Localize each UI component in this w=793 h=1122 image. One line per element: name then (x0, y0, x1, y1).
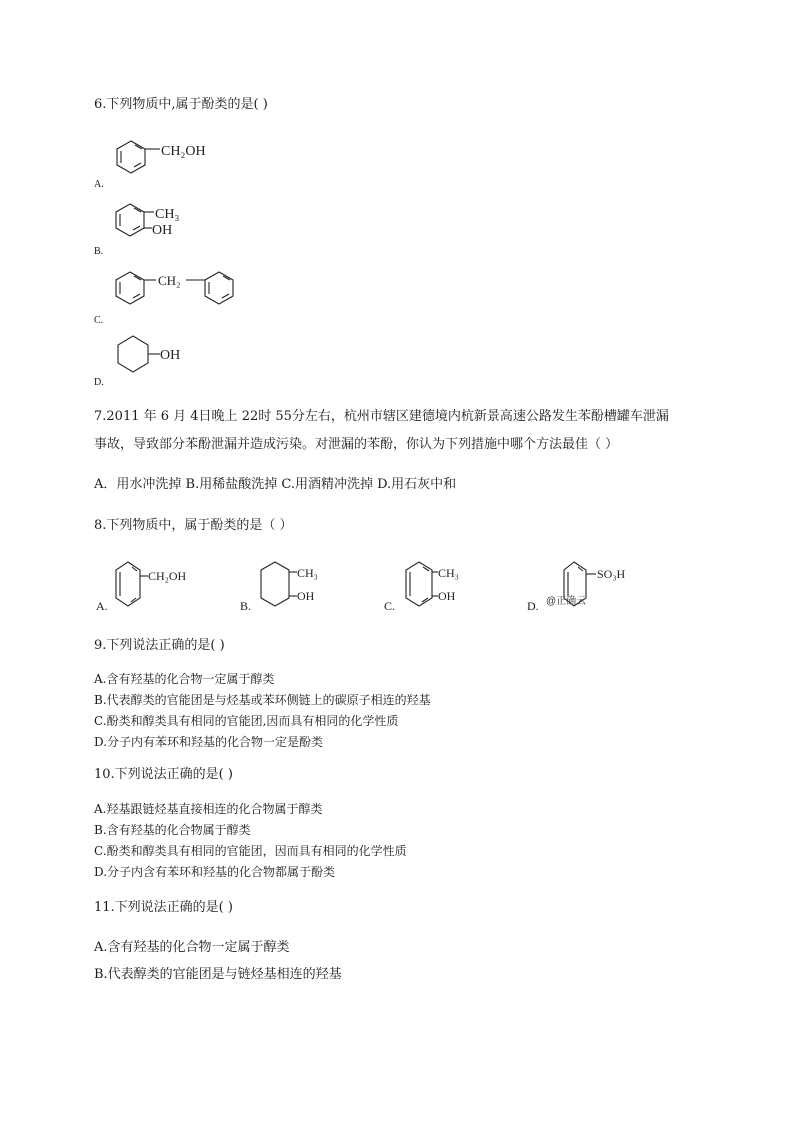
q10-option-b: B.含有羟基的化合物属于醇类 (94, 823, 251, 837)
watermark-logo: @正确云 (546, 596, 587, 607)
q8-b-structure (255, 558, 335, 613)
q11-stem: 11.下列说法正确的是( ) (94, 900, 233, 915)
q6-b-letter: B. (94, 246, 104, 257)
q6-d-structure (108, 332, 208, 382)
q8-a-group: CH₂OH (148, 569, 187, 583)
q6-c-letter: C. (94, 315, 104, 326)
q7-options: A．用水冲洗掉 B.用稀盐酸洗掉 C.用酒精冲洗掉 D.用石灰中和 (94, 477, 457, 492)
q11-option-b: B.代表醇类的官能团是与链烃基相连的羟基 (94, 967, 342, 982)
q8-b-group1: CH₃ (297, 566, 318, 580)
q6-b-group2: OH (152, 223, 173, 238)
q8-c-letter: C. (384, 599, 396, 613)
q9-option-c: C.酚类和醇类具有相同的官能团,因而具有相同的化学性质 (94, 714, 399, 728)
q10-stem: 10.下列说法正确的是( ) (94, 767, 233, 782)
q8-d-group: SO₃H (597, 567, 626, 581)
q6-c-structure (108, 268, 248, 318)
q6-stem: 6.下列物质中,属于酚类的是( ) (94, 97, 268, 112)
q9-option-a: A.含有羟基的化合物一定属于醇类 (94, 672, 275, 686)
q6-b-structure (108, 200, 208, 250)
q7-line1: 7.2011 年 6 月 4日晚上 22时 55分左右，杭州市辖区建德境内杭新景高速公路发生苯酚槽罐车泄漏 (94, 409, 669, 424)
q11-option-a: A.含有羟基的化合物一定属于醇类 (94, 940, 290, 955)
q6-b-group1: CH₃ (155, 207, 180, 222)
q10-option-a: A.羟基跟链烃基直接相连的化合物属于醇类 (94, 802, 323, 816)
q10-option-c: C.酚类和醇类具有相同的官能团，因而具有相同的化学性质 (94, 844, 407, 858)
q8-c-group1: CH₃ (438, 566, 459, 580)
q6-a-letter: A. (94, 179, 104, 190)
q9-option-b: B.代表醇类的官能团是与烃基或苯环侧链上的碳原子相连的羟基 (94, 693, 431, 707)
q6-c-group: CH₂ (158, 273, 181, 288)
q8-stem: 8.下列物质中，属于酚类的是（ ） (94, 518, 293, 533)
q8-c-group2: OH (438, 589, 456, 603)
q6-d-group: OH (160, 348, 181, 363)
q8-a-letter: A. (96, 599, 108, 613)
q8-c-structure (400, 558, 480, 613)
q7-line2: 事故，导致部分苯酚泄漏并造成污染。对泄漏的苯酚，你认为下列措施中哪个方法最佳（ ） (94, 437, 619, 452)
q10-option-d: D.分子内含有苯环和羟基的化合物都属于酚类 (94, 865, 336, 879)
q6-a-structure (108, 135, 228, 190)
q9-stem: 9.下列说法正确的是( ) (94, 638, 225, 653)
q8-b-letter: B. (240, 599, 252, 613)
q8-a-structure (110, 558, 200, 613)
q6-d-letter: D. (94, 377, 104, 388)
q8-d-letter: D. (527, 599, 539, 613)
q9-option-d: D.分子内有苯环和羟基的化合物一定是酚类 (94, 735, 324, 749)
q6-a-group: CH₂OH (161, 144, 206, 159)
q8-b-group2: OH (297, 589, 315, 603)
